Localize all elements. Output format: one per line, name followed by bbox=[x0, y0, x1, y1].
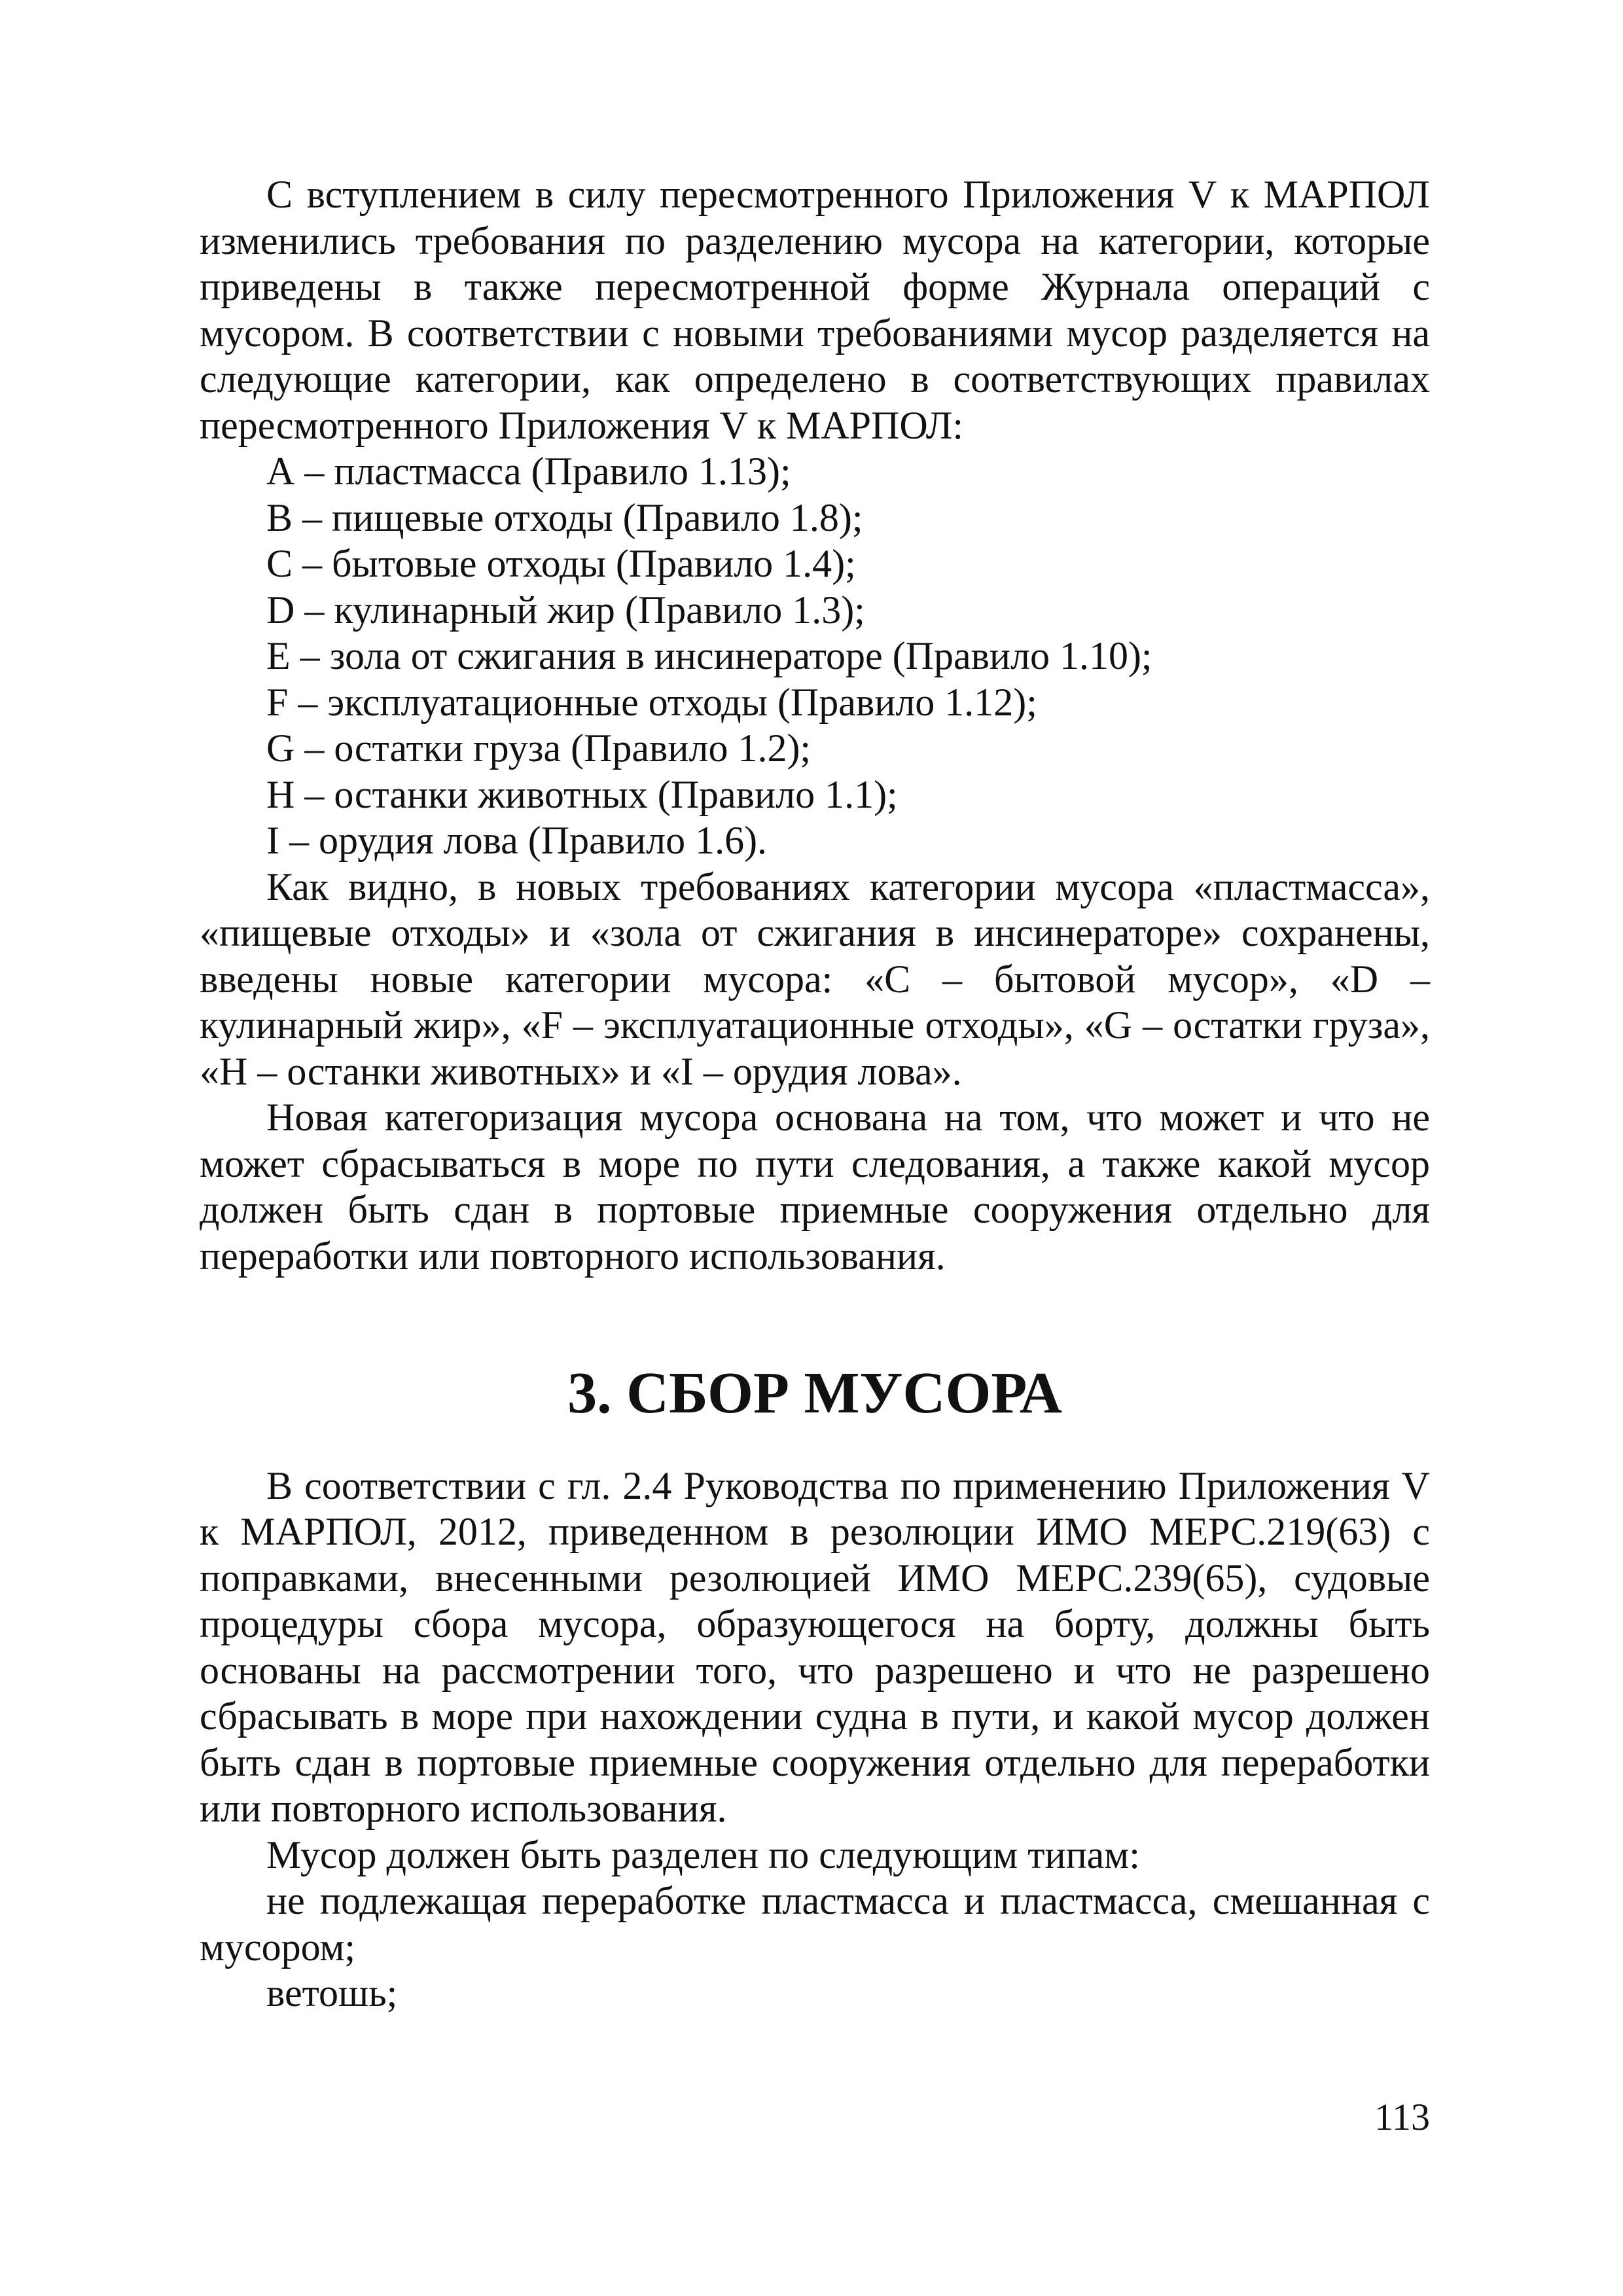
list-item: не подлежащая переработке пластмасса и пластмасса, смешанная с мусором; bbox=[200, 1879, 1430, 1969]
list-item: А – пластмасса (Правило 1.13); bbox=[266, 450, 791, 493]
garbage-category-list bbox=[200, 448, 1430, 864]
list-item: I – орудия лова (Правило 1.6). bbox=[266, 819, 768, 862]
intro-paragraph-2: Как видно, в новых требованиях категории мусора «пластмасса», «пищевые отходы» и «зола от сжигания в инсинераторе» сохранены, введены новые категории мусора: «С – бытовой мусор», «D – кулинарный жир», «F – эксплуатационные отходы», «G – остатки груза», «Н – останки животных» и «I – орудия лова». bbox=[200, 865, 1430, 1093]
list-item: В – пищевые отходы (Правило 1.8); bbox=[266, 495, 863, 539]
intro-paragraph-3: Новая категоризация мусора основана на том, что может и что не может сбрасываться в море по пути следования, а также какой мусор должен быть сдан в портовые приемные сооружения отдельно для переработки или повторного использования. bbox=[200, 1096, 1430, 1278]
section-heading: 3. СБОР МУСОРА bbox=[567, 1361, 1062, 1426]
section-3-paragraph-1: В соответствии с гл. 2.4 Руководства по применению Приложения V к МАРПОЛ, 2012, приведенном в резолюции ИМО МЕРС.219(63) с поправками, внесенными резолюцией ИМО МЕРС.239(65), судовые процедуры сбора мусора, образующегося на борту, должны быть основаны на рассмотрении того, что разрешено и что не разрешено сбрасывать в море при нахождении судна в пути, и какой мусор должен быть сдан в портовые приемные сооружения отдельно для переработки или повторного использования. bbox=[200, 1463, 1430, 1830]
list-item: Е – зола от сжигания в инсинераторе (Правило 1.10); bbox=[266, 634, 1152, 677]
list-item: D – кулинарный жир (Правило 1.3); bbox=[266, 588, 865, 632]
list-item: ветошь; bbox=[266, 1971, 398, 2015]
intro-paragraph-1: С вступлением в силу пересмотренного Приложения V к МАРПОЛ изменились требования по разделению мусора на категории, которые приведены в также пересмотренной форме Журнала операций с мусором. В соответствии с новыми требованиями мусор разделяется на следующие категории, как определено в соответствующих правилах пересмотренного Приложения V к МАРПОЛ: bbox=[200, 173, 1430, 447]
list-item: G – остатки груза (Правило 1.2); bbox=[266, 726, 812, 770]
page-body bbox=[200, 171, 1430, 2017]
section-3-paragraph-2: Мусор должен быть разделен по следующим типам: bbox=[266, 1833, 1140, 1876]
page-number: 113 bbox=[1374, 2096, 1430, 2138]
list-item: Н – останки животных (Правило 1.1); bbox=[266, 772, 898, 816]
section-spacer bbox=[200, 1279, 1430, 1371]
list-item: С – бытовые отходы (Правило 1.4); bbox=[266, 542, 856, 585]
list-item: F – эксплуатационные отходы (Правило 1.12); bbox=[266, 680, 1037, 724]
